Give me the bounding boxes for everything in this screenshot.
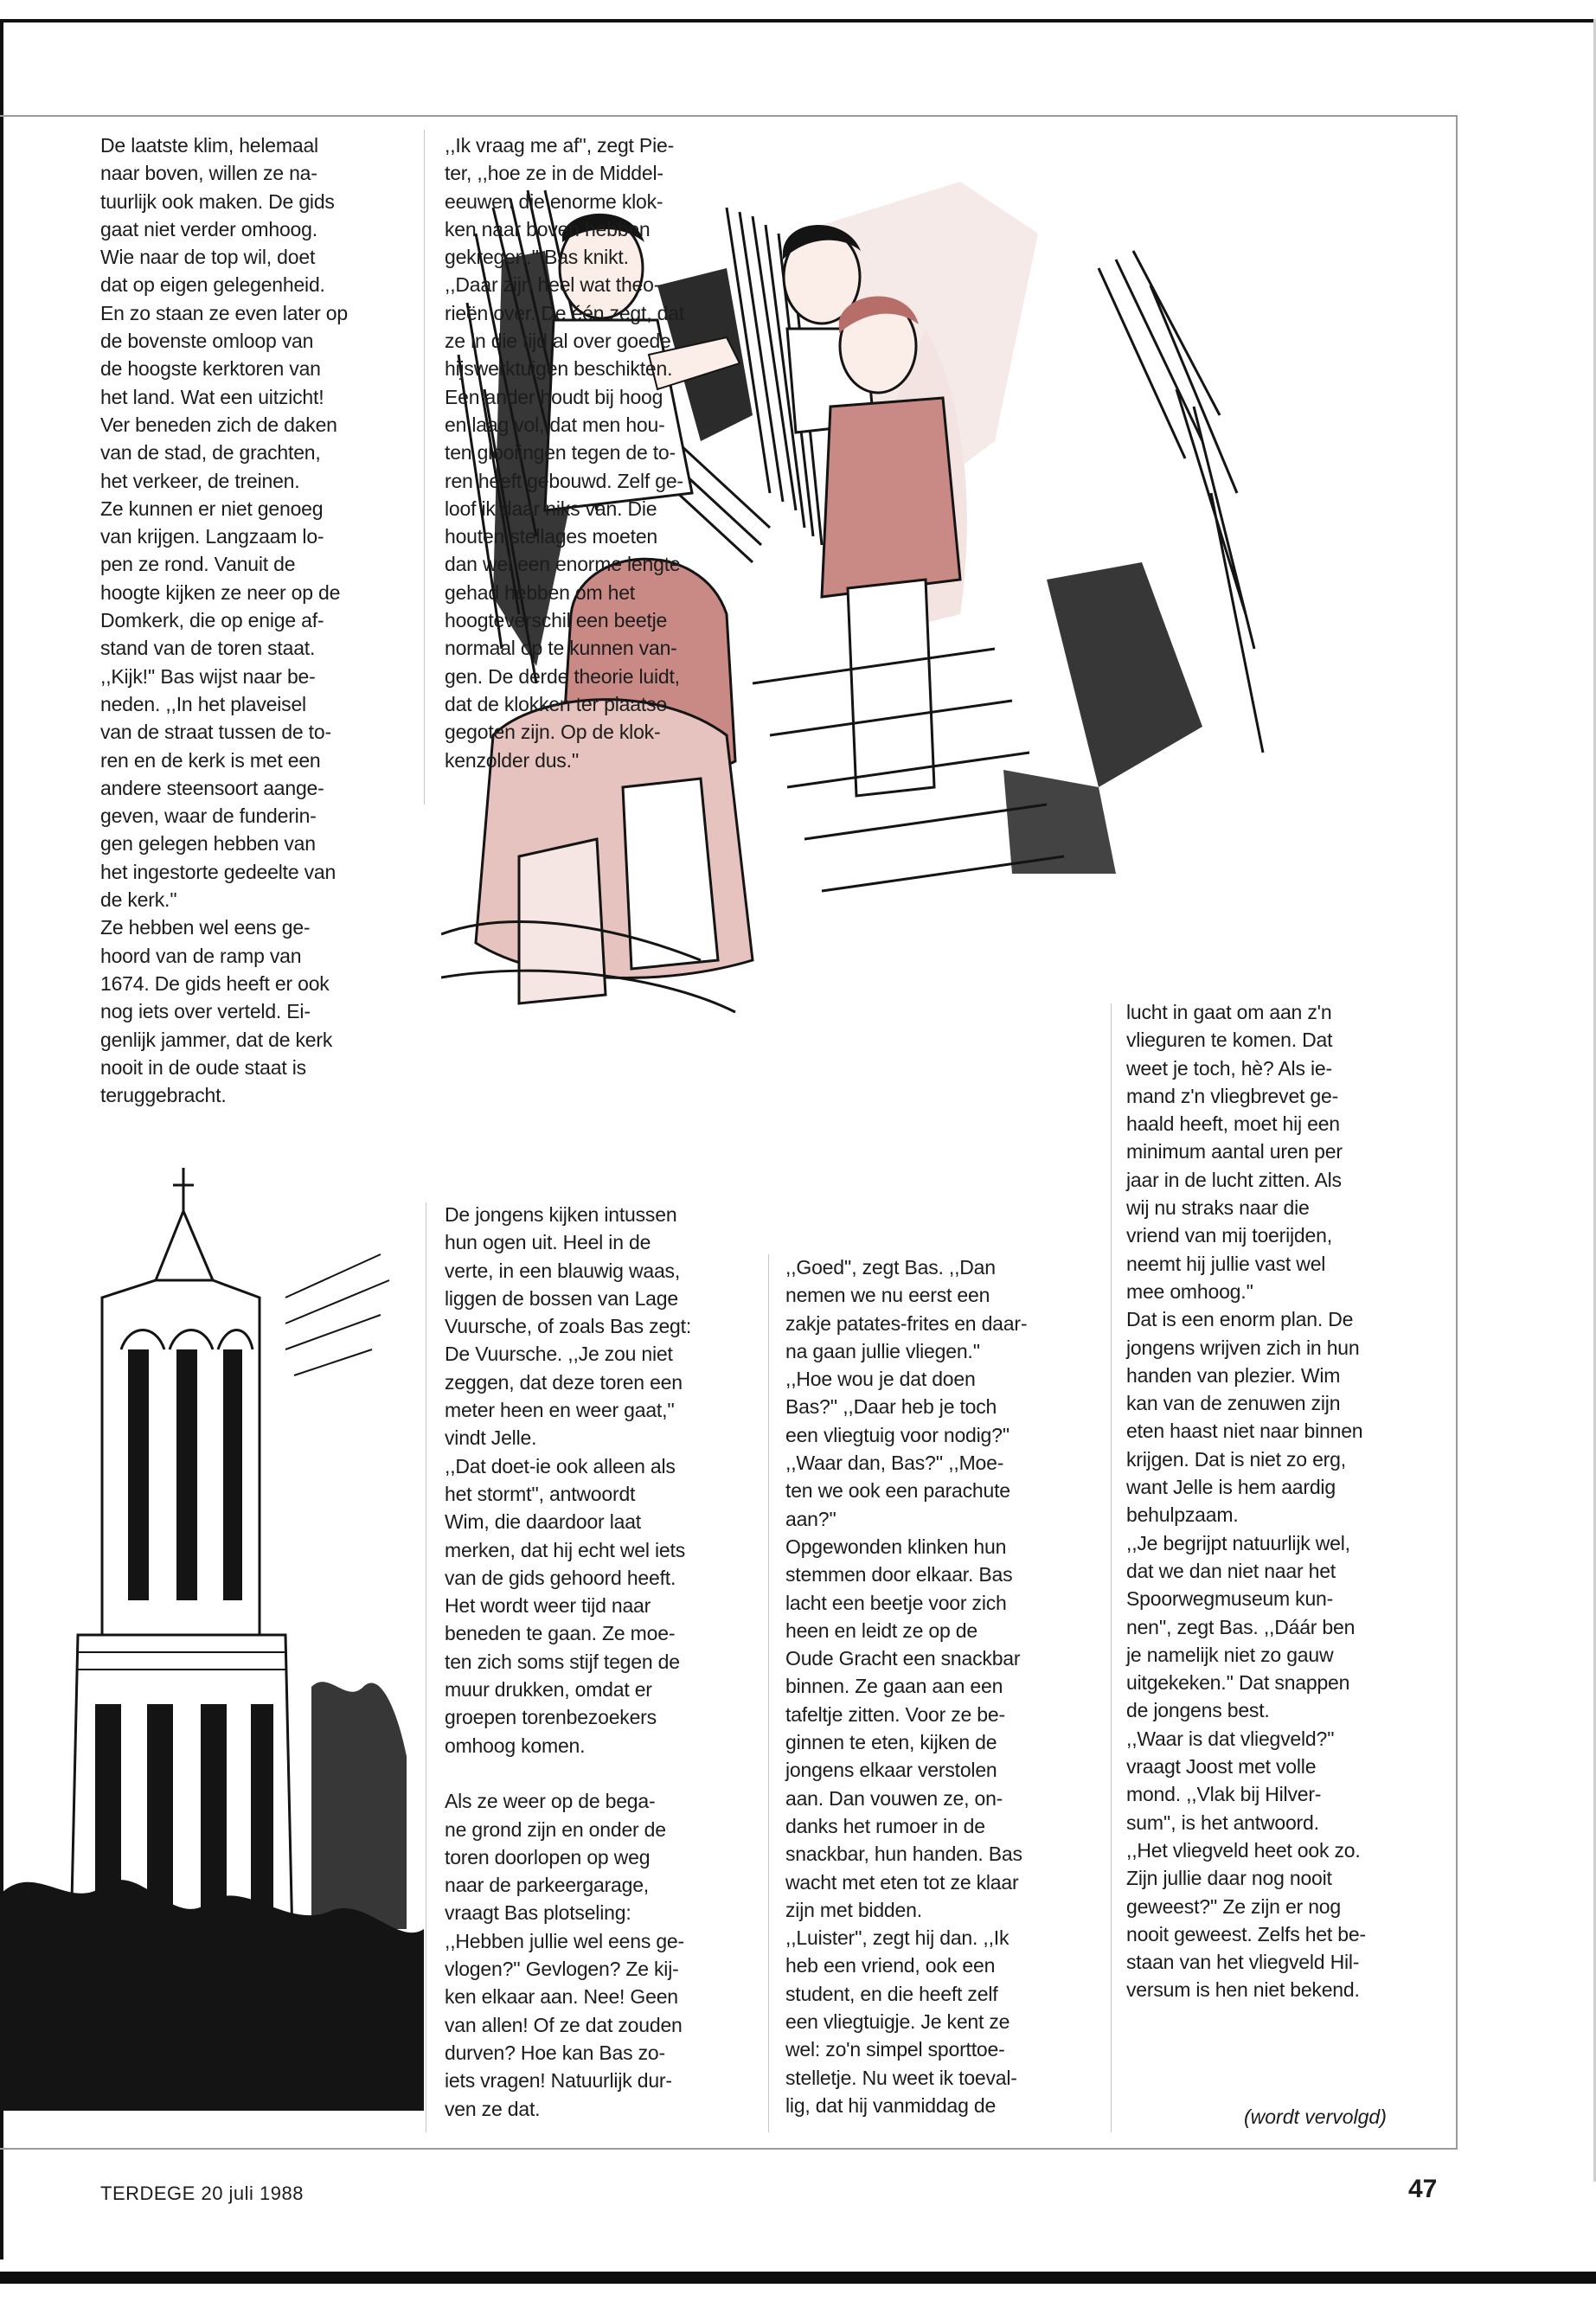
text-line: jaar in de lucht zitten. Als xyxy=(1126,1168,1342,1191)
text-line xyxy=(445,1759,746,1787)
text-line: mand z'n vliegbrevet ge- xyxy=(1126,1084,1339,1107)
text-line: een vliegtuig voor nodig?'' xyxy=(785,1423,1010,1446)
text-line: stand van de toren staat. xyxy=(100,637,316,660)
text-line: ,,Waar is dat vliegveld?'' xyxy=(1126,1727,1335,1750)
text-line: durven? Hoe kan Bas zo- xyxy=(445,2041,665,2064)
text-line: het verkeer, de treinen. xyxy=(100,469,300,492)
text-line: geweest?'' Ze zijn er nog xyxy=(1126,1894,1341,1918)
text-line: wij nu straks naar die xyxy=(1126,1196,1310,1220)
text-line: vraagt Joost met volle xyxy=(1126,1755,1317,1779)
text-line: muur drukken, omdat er xyxy=(445,1678,652,1702)
text-line: nog iets over verteld. Ei- xyxy=(100,1000,311,1023)
publication-footer: TERDEGE 20 juli 1988 xyxy=(100,2182,304,2204)
text-line: nen'', zegt Bas. ,,Dáár ben xyxy=(1126,1615,1356,1638)
text-line: ne grond zijn en onder de xyxy=(445,1817,666,1841)
text-line: minimum aantal uren per xyxy=(1126,1140,1343,1163)
text-line: de hoogste kerktoren van xyxy=(100,357,321,381)
text-line: Zijn jullie daar nog nooit xyxy=(1126,1867,1332,1890)
text-line: je namelijk niet zo gauw xyxy=(1126,1643,1334,1666)
text-line: wel: zo'n simpel sporttoe- xyxy=(785,2038,1005,2061)
text-line: aan?'' xyxy=(785,1507,836,1530)
text-line: ,,Kijk!'' Bas wijst naar be- xyxy=(100,664,316,688)
text-line: van allen! Of ze dat zouden xyxy=(445,2013,683,2036)
text-line: wacht met eten tot ze klaar xyxy=(785,1870,1019,1894)
text-line: danks het rumoer in de xyxy=(785,1814,985,1837)
text-line: de kerk.'' xyxy=(100,888,177,912)
text-line: lucht in gaat om aan z'n xyxy=(1126,1001,1332,1023)
text-line: ren heeft gebouwd. Zelf ge- xyxy=(445,469,683,492)
text-line: neemt hij jullie vast wel xyxy=(1126,1252,1326,1275)
text-line: Bas?'' ,,Daar heb je toch xyxy=(785,1395,997,1419)
text-line: jongens wrijven zich in hun xyxy=(1126,1336,1360,1359)
text-line: Als ze weer op de bega- xyxy=(445,1790,656,1813)
text-line: uitgekeken.'' Dat snappen xyxy=(1126,1671,1350,1695)
text-line: gaat niet verder omhoog. xyxy=(100,217,317,240)
text-line: Opgewonden klinken hun xyxy=(785,1535,1007,1558)
text-column-3 xyxy=(445,1201,746,2123)
page-frame-bottom-rule xyxy=(0,2148,1458,2150)
text-line: groepen torenbezoekers xyxy=(445,1706,657,1729)
text-line: het land. Wat een uitzicht! xyxy=(100,385,324,408)
text-line: pen ze rond. Vanuit de xyxy=(100,553,296,576)
text-line: vlogen?'' Gevlogen? Ze kij- xyxy=(445,1958,679,1981)
text-line: heb een vriend, ook een xyxy=(785,1954,996,1977)
text-line: aan. Dan vouwen ze, on- xyxy=(785,1786,1003,1810)
text-line: versum is hen niet bekend. xyxy=(1126,1978,1360,2002)
text-line: ter, ,,hoe ze in de Middel- xyxy=(445,162,663,185)
text-line: meter heen en weer gaat,'' xyxy=(445,1399,675,1422)
text-line: tuurlijk ook maken. De gids xyxy=(100,189,335,213)
text-line: iets vragen! Natuurlijk dur- xyxy=(445,2069,672,2093)
text-line: Wie naar de top wil, doet xyxy=(100,246,316,269)
text-line: De laatste klim, helemaal xyxy=(100,134,318,157)
text-line: Ze hebben wel eens ge- xyxy=(100,916,311,939)
text-line: lig, dat hij vanmiddag de xyxy=(785,2093,997,2117)
text-line: staan van het vliegveld Hil- xyxy=(1126,1951,1360,1974)
text-line: ken elkaar aan. Nee! Geen xyxy=(445,1985,678,2009)
text-line: zeggen, dat deze toren een xyxy=(445,1370,683,1394)
text-line: mee omhoog.'' xyxy=(1126,1279,1253,1303)
text-column-2 xyxy=(445,131,739,774)
text-line: houten stellages moeten xyxy=(445,525,658,548)
text-line: jongens elkaar verstolen xyxy=(785,1759,997,1782)
text-line: naar boven, willen ze na- xyxy=(100,162,317,185)
text-line: ten glooiingen tegen de to- xyxy=(445,441,676,465)
text-line: Vuursche, of zoals Bas zegt: xyxy=(445,1315,692,1338)
text-line: Ver beneden zich de daken xyxy=(100,413,337,436)
text-line: eeuwen die enorme klok- xyxy=(445,189,663,213)
text-line: ,,Hoe wou je dat doen xyxy=(785,1368,976,1391)
text-line: vraagt Bas plotseling: xyxy=(445,1901,631,1925)
text-line: kan van de zenuwen zijn xyxy=(1126,1392,1341,1415)
text-line: geven, waar de funderin- xyxy=(100,804,317,828)
text-line: Een ander houdt bij hoog xyxy=(445,385,663,408)
text-line: het ingestorte gedeelte van xyxy=(100,860,337,883)
text-line: Oude Gracht een snackbar xyxy=(785,1647,1021,1670)
text-line: dat we dan niet naar het xyxy=(1126,1559,1336,1582)
text-column-4 xyxy=(785,1253,1076,2119)
text-line: ken naar boven hebben xyxy=(445,217,651,240)
text-line: van de gids gehoord heeft. xyxy=(445,1566,676,1589)
page-top-border xyxy=(0,19,1596,22)
text-line: genlijk jammer, dat de kerk xyxy=(100,1028,333,1051)
page-frame-top-rule xyxy=(0,115,1458,117)
text-line: nooit in de oude staat is xyxy=(100,1055,306,1079)
text-line: krijgen. Dat is niet zo erg, xyxy=(1126,1447,1346,1471)
text-line: binnen. Ze gaan aan een xyxy=(785,1675,1003,1698)
text-line: kenzolder dus.'' xyxy=(445,748,580,772)
text-line: gen. De derde theorie luidt, xyxy=(445,664,680,688)
text-line: rieën over. De één zegt, dat xyxy=(445,301,684,324)
text-line: ,,Dat doet-ie ook alleen als xyxy=(445,1454,676,1477)
page-frame-right-rule xyxy=(1456,115,1458,2148)
sky-hatching xyxy=(285,1254,389,1375)
text-line: eten haast niet naar binnen xyxy=(1126,1420,1363,1443)
text-line: het stormt'', antwoordt xyxy=(445,1482,636,1505)
text-line: lacht een beetje voor zich xyxy=(785,1591,1007,1614)
text-line: nemen we nu eerst een xyxy=(785,1284,990,1307)
text-line: naar de parkeergarage, xyxy=(445,1874,649,1897)
text-line: nooit geweest. Zelfs het be- xyxy=(1126,1922,1366,1945)
text-line: loof ik daar niks van. Die xyxy=(445,497,657,520)
text-line: snackbar, hun handen. Bas xyxy=(785,1843,1022,1866)
text-line: gegoten zijn. Op de klok- xyxy=(445,721,661,744)
text-line: heen en leidt ze op de xyxy=(785,1618,977,1642)
text-column-5 xyxy=(1126,998,1429,2004)
text-line: behulpzaam. xyxy=(1126,1503,1239,1527)
text-line: student, en die heeft zelf xyxy=(785,1982,998,2005)
text-line: hun ogen uit. Heel in de xyxy=(445,1231,651,1254)
text-line: De Vuursche. ,,Je zou niet xyxy=(445,1343,673,1366)
text-line: de jongens best. xyxy=(1126,1699,1270,1722)
text-line: ze in die tijd al over goede xyxy=(445,330,671,353)
text-line: ren en de kerk is met een xyxy=(100,748,321,772)
text-line: vlieguren te komen. Dat xyxy=(1126,1029,1333,1052)
text-line: dan wel een enorme lengte xyxy=(445,553,681,576)
text-line: sum'', is het antwoord. xyxy=(1126,1811,1319,1834)
text-line: ,,Je begrijpt natuurlijk wel, xyxy=(1126,1531,1350,1554)
text-line: merken, dat hij echt wel iets xyxy=(445,1538,685,1561)
text-line: ,,Ik vraag me af'', zegt Pie- xyxy=(445,134,675,157)
text-line: tafeltje zitten. Voor ze be- xyxy=(785,1702,1005,1726)
text-line: hoogte kijken ze neer op de xyxy=(100,580,341,604)
text-line: Het wordt weer tijd naar xyxy=(445,1594,651,1618)
text-line: hoogteverschil een beetje xyxy=(445,609,668,632)
column-rule xyxy=(424,130,425,804)
text-line: van de stad, de grachten, xyxy=(100,441,321,465)
text-line: haald heeft, moet hij een xyxy=(1126,1112,1340,1136)
text-line: weet je toch, hè? Als ie- xyxy=(1126,1056,1332,1080)
text-line: De jongens kijken intussen xyxy=(445,1203,677,1226)
text-line: na gaan jullie vliegen.'' xyxy=(785,1339,981,1362)
ink-sketch-dom-tower xyxy=(0,1150,424,2111)
text-line: ,,Waar dan, Bas?'' ,,Moe- xyxy=(785,1452,1004,1475)
continuation-note: (wordt vervolgd) xyxy=(1244,2106,1387,2128)
text-line: neden. ,,In het plaveisel xyxy=(100,692,306,715)
text-line: omhoog komen. xyxy=(445,1734,586,1757)
text-line: Domkerk, die op enige af- xyxy=(100,609,324,632)
text-line: teruggebracht. xyxy=(100,1084,227,1107)
text-line: ,,Luister'', zegt hij dan. ,,Ik xyxy=(785,1926,1010,1950)
page-number: 47 xyxy=(1408,2175,1438,2203)
text-line: beneden te gaan. Ze moe- xyxy=(445,1622,676,1645)
text-line: ,,Het vliegveld heet ook zo. xyxy=(1126,1838,1361,1862)
text-line: ,,Hebben jullie wel eens ge- xyxy=(445,1929,684,1952)
text-line: hijswerktuigen beschikten. xyxy=(445,357,673,381)
text-line: ,,Daar zijn heel wat theo- xyxy=(445,273,661,297)
text-line: ginnen te eten, kijken de xyxy=(785,1731,997,1754)
text-line: en laag vol, dat men hou- xyxy=(445,413,665,436)
text-line: verte, in een blauwig waas, xyxy=(445,1259,681,1282)
text-line: 1674. De gids heeft er ook xyxy=(100,971,330,995)
text-column-1 xyxy=(100,131,386,1109)
text-line: Dat is een enorm plan. De xyxy=(1126,1308,1354,1331)
text-line: vindt Jelle. xyxy=(445,1426,537,1450)
text-line: hoord van de ramp van xyxy=(100,944,302,967)
text-line: mond. ,,Vlak bij Hilver- xyxy=(1126,1783,1322,1806)
column-rule xyxy=(768,1254,769,2132)
text-line: handen van plezier. Wim xyxy=(1126,1363,1341,1387)
text-line: de bovenste omloop van xyxy=(100,330,314,353)
text-line: ,,Goed'', zegt Bas. ,,Dan xyxy=(785,1256,996,1279)
text-line: ten we ook een parachute xyxy=(785,1479,1010,1503)
text-line: want Jelle is hem aardig xyxy=(1126,1476,1336,1499)
text-line: zijn met bidden. xyxy=(785,1898,922,1921)
text-line: gekregen.'' Bas knikt. xyxy=(445,246,629,269)
text-line: Ze kunnen er niet genoeg xyxy=(100,497,324,520)
text-line: En zo staan ze even later op xyxy=(100,301,348,324)
text-line: toren doorlopen op weg xyxy=(445,1845,651,1868)
text-line: gen gelegen hebben van xyxy=(100,832,316,856)
text-line: gehad hebben om het xyxy=(445,580,636,604)
column-rule xyxy=(1111,1003,1112,2132)
text-line: van krijgen. Langzaam lo- xyxy=(100,525,324,548)
tower-lantern xyxy=(102,1280,260,1635)
text-line: dat de klokken ter plaatse xyxy=(445,692,667,715)
text-line: ven ze dat. xyxy=(445,2097,541,2120)
text-line: stemmen door elkaar. Bas xyxy=(785,1563,1013,1586)
text-line: Spoorwegmuseum kun- xyxy=(1126,1587,1334,1611)
text-line: Wim, die daardoor laat xyxy=(445,1510,641,1534)
text-line: dat op eigen gelegenheid. xyxy=(100,273,325,297)
text-line: normaal op te kunnen van- xyxy=(445,637,677,660)
text-line: vriend van mij toerijden, xyxy=(1126,1224,1332,1247)
text-line: liggen de bossen van Lage xyxy=(445,1286,678,1310)
text-line: zakje patates-frites en daar- xyxy=(785,1311,1028,1335)
text-line: ten zich soms stijf tegen de xyxy=(445,1650,680,1673)
text-line: een vliegtuigje. Je kent ze xyxy=(785,2010,1010,2034)
page-bottom-border xyxy=(0,2272,1596,2284)
text-line: stelletje. Nu weet ik toeval- xyxy=(785,2066,1017,2089)
text-line: van de straat tussen de to- xyxy=(100,721,331,744)
text-line: andere steensoort aange- xyxy=(100,776,324,799)
tower-spire xyxy=(156,1168,213,1280)
